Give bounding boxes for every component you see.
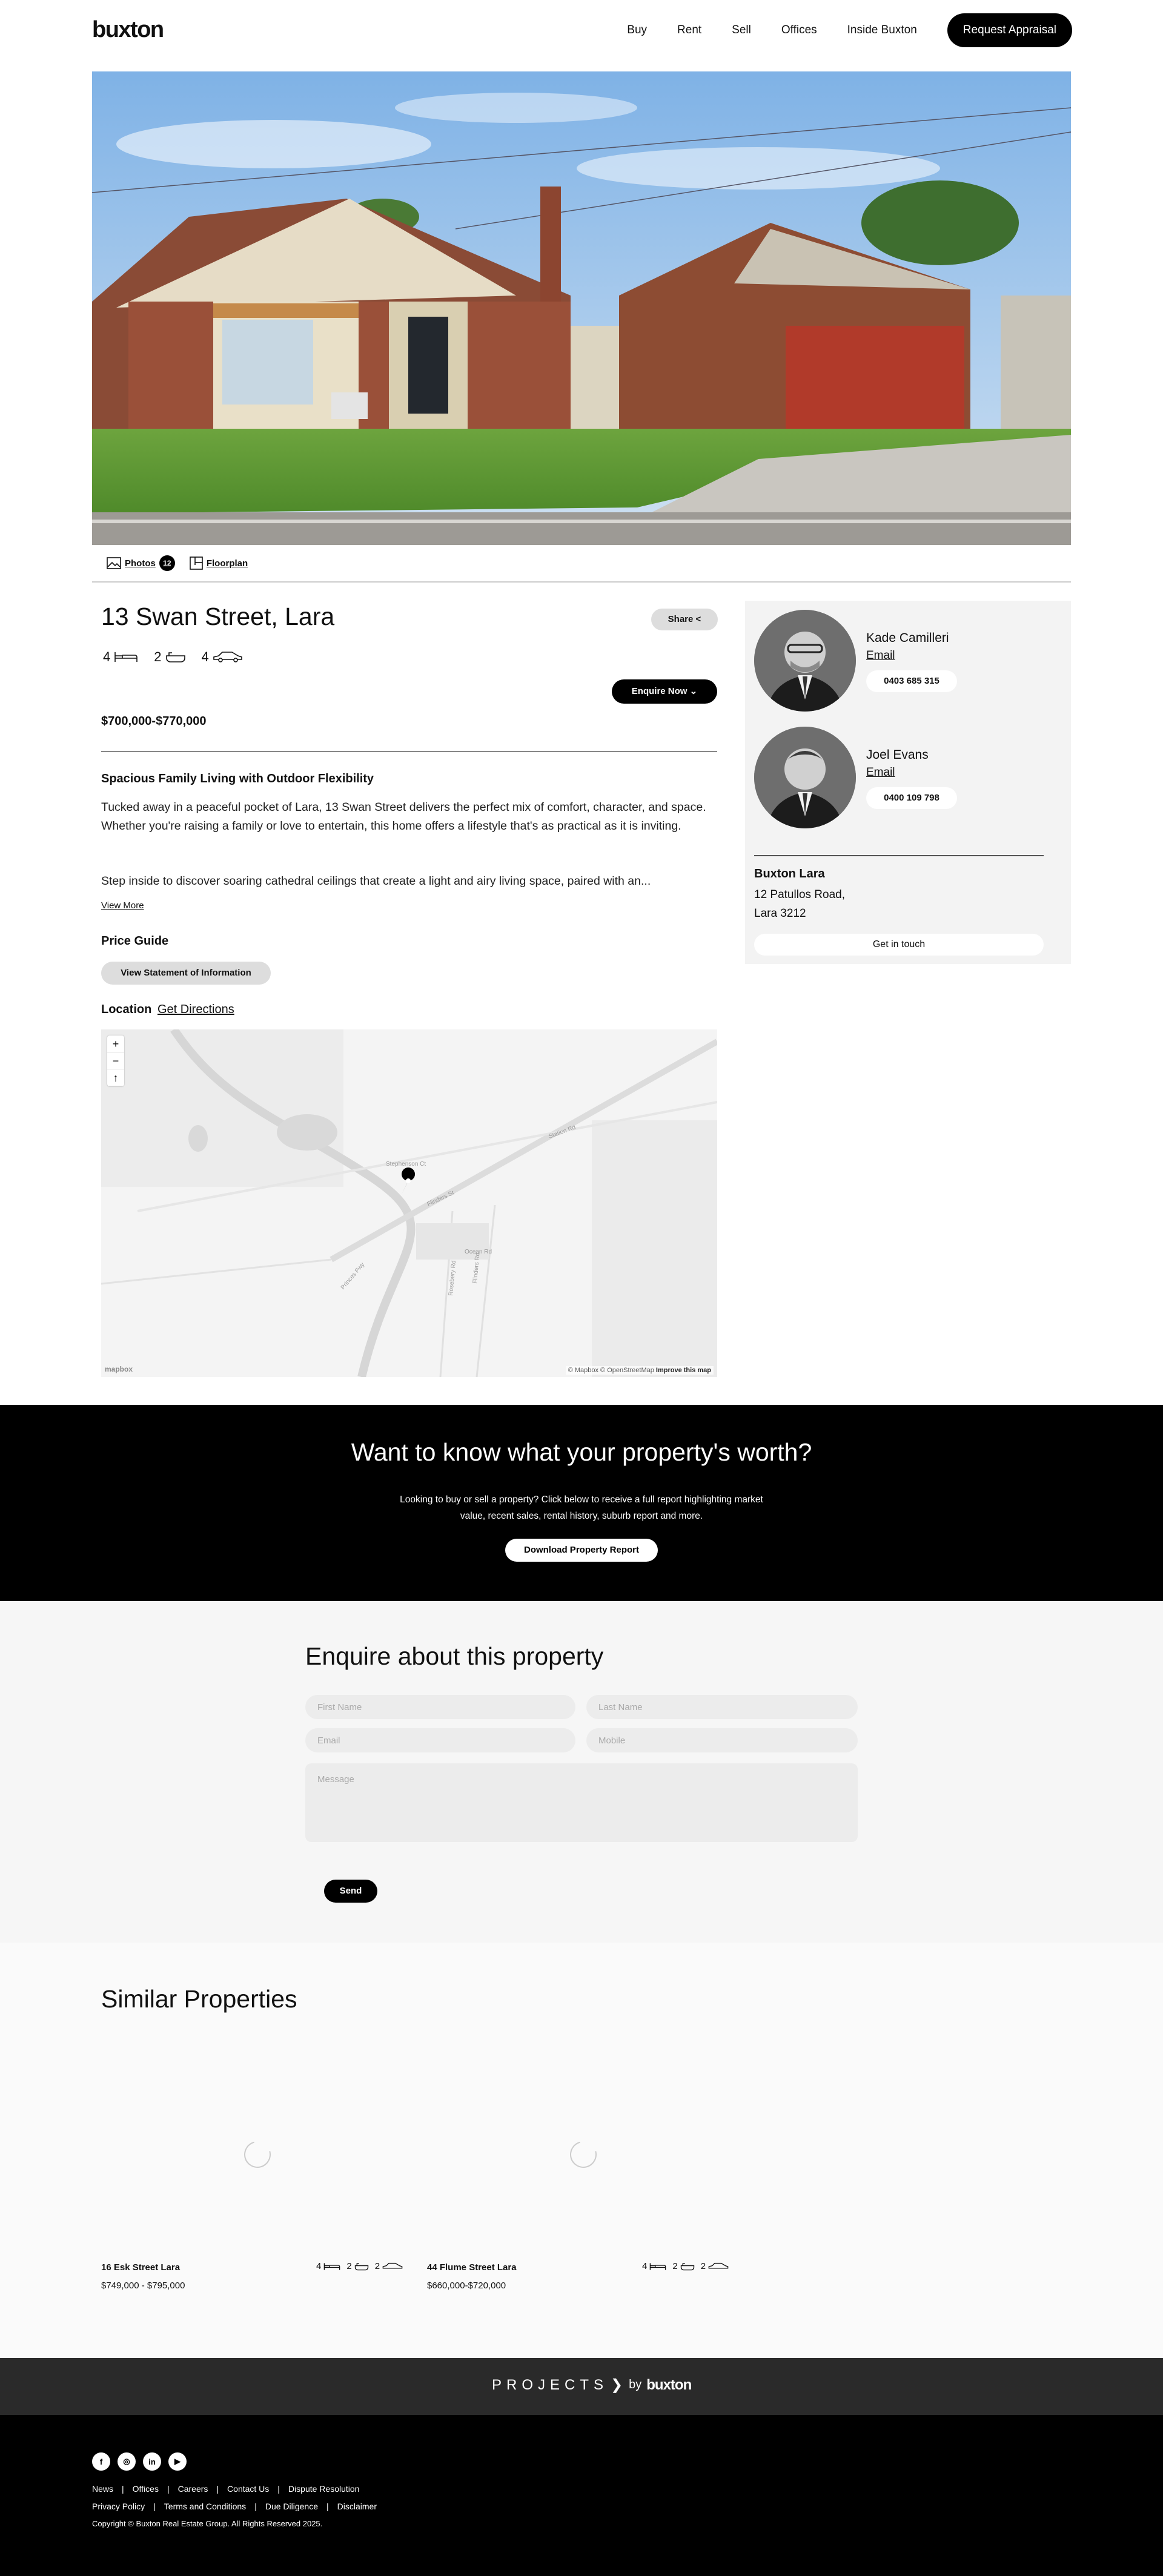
footer-link-news[interactable]: News bbox=[92, 2484, 114, 2494]
message-field[interactable] bbox=[305, 1763, 858, 1842]
house-photo-illustration bbox=[92, 71, 1071, 545]
footer-link-careers[interactable]: Careers bbox=[177, 2484, 208, 2494]
agent-email-link[interactable]: Email bbox=[866, 766, 895, 779]
car-spaces bbox=[202, 649, 243, 665]
bath-icon bbox=[165, 651, 186, 663]
agent-card bbox=[754, 727, 1057, 828]
nav-inside-buxton[interactable]: Inside Buxton bbox=[847, 24, 917, 36]
loading-spinner-icon bbox=[565, 2136, 601, 2173]
email-field[interactable] bbox=[305, 1728, 575, 1752]
property-image-placeholder[interactable] bbox=[427, 2052, 742, 2257]
footer-link-privacy[interactable]: Privacy Policy bbox=[92, 2502, 145, 2511]
bed-icon bbox=[114, 651, 138, 663]
statement-of-information-button[interactable]: View Statement of Information bbox=[101, 962, 271, 985]
office-address bbox=[754, 885, 845, 923]
map-attribution bbox=[566, 1366, 714, 1375]
site-footer bbox=[0, 2415, 1163, 2576]
request-appraisal-button[interactable]: Request Appraisal bbox=[947, 13, 1072, 47]
last-name-field[interactable] bbox=[586, 1695, 858, 1719]
projects-label: PROJECTS bbox=[492, 2376, 609, 2393]
chevron-down-icon: ⌄ bbox=[689, 686, 698, 696]
youtube-icon[interactable]: ▶ bbox=[168, 2452, 187, 2471]
similar-property-features bbox=[316, 2261, 409, 2271]
floorplan-icon bbox=[190, 556, 203, 570]
agent-name: Kade Camilleri bbox=[866, 631, 949, 645]
footer-link-dispute[interactable]: Dispute Resolution bbox=[288, 2484, 360, 2494]
map-street-label: Princes Fwy bbox=[339, 1261, 366, 1291]
bedrooms-count: 4 bbox=[103, 649, 111, 664]
bedrooms bbox=[103, 649, 138, 665]
photos-count-badge: 12 bbox=[159, 555, 175, 571]
bed-icon bbox=[649, 2262, 666, 2271]
similar-property-price: $749,000 - $795,000 bbox=[101, 2280, 185, 2291]
buxton-logo[interactable]: buxton bbox=[92, 17, 164, 42]
similar-property-address[interactable]: 16 Esk Street Lara bbox=[101, 2262, 181, 2273]
similar-properties-title: Similar Properties bbox=[101, 1985, 297, 2013]
footer-link-terms[interactable]: Terms and Conditions bbox=[164, 2502, 247, 2511]
agent-name: Joel Evans bbox=[866, 748, 929, 762]
view-more-link[interactable]: View More bbox=[101, 900, 144, 911]
mapbox-logo[interactable]: mapbox bbox=[105, 1365, 133, 1373]
projects-by: by bbox=[629, 2378, 642, 2391]
footer-link-disclaimer[interactable]: Disclaimer bbox=[337, 2502, 377, 2511]
similar-property-features bbox=[642, 2261, 735, 2271]
bedrooms-count: 4 bbox=[316, 2261, 322, 2271]
car-icon bbox=[708, 2262, 729, 2271]
agent-phone-button[interactable]: 0403 685 315 bbox=[866, 670, 957, 692]
enquiry-form-section bbox=[0, 1601, 1163, 1943]
instagram-icon[interactable]: ◎ bbox=[118, 2452, 136, 2471]
location-heading: Location bbox=[101, 1003, 152, 1016]
office-address-line: 12 Patullos Road, bbox=[754, 888, 845, 901]
linkedin-icon[interactable]: in bbox=[143, 2452, 161, 2471]
first-name-field[interactable] bbox=[305, 1695, 575, 1719]
footer-link-contact[interactable]: Contact Us bbox=[227, 2484, 270, 2494]
projects-brand: buxton bbox=[646, 2376, 692, 2393]
property-image-placeholder[interactable] bbox=[101, 2052, 416, 2257]
map-street-label: Rosebery Rd bbox=[448, 1260, 458, 1296]
map-attribution-text: © Mapbox © OpenStreetMap bbox=[568, 1367, 654, 1374]
similar-properties-section bbox=[0, 1943, 1163, 2358]
map-street-label: Flinders Rd bbox=[472, 1252, 482, 1284]
nav-offices[interactable]: Offices bbox=[781, 24, 817, 36]
download-report-button[interactable]: Download Property Report bbox=[505, 1539, 658, 1562]
worth-title: Want to know what your property's worth? bbox=[351, 1438, 812, 1466]
bath-icon bbox=[354, 2262, 369, 2271]
map-street-label: Station Rd bbox=[548, 1124, 577, 1140]
bathrooms bbox=[154, 649, 185, 665]
price-guide-heading: Price Guide bbox=[101, 934, 169, 948]
location-map[interactable] bbox=[101, 1029, 717, 1377]
main-nav bbox=[627, 13, 1072, 47]
bathrooms-count: 2 bbox=[154, 649, 162, 664]
nav-rent[interactable]: Rent bbox=[677, 24, 702, 36]
bathrooms-count: 2 bbox=[672, 2261, 678, 2271]
map-canvas bbox=[101, 1029, 717, 1377]
projects-logo bbox=[492, 2376, 691, 2394]
description-paragraph-1: Tucked away in a peaceful pocket of Lara, 13 Swan Street delivers the perfect mix of comfort, character, and space. Whether you're raising a family or love to entertain, this home offers a lifestyle that's as practical as it is inviting. bbox=[101, 801, 706, 833]
cars-count: 2 bbox=[374, 2261, 380, 2271]
hero-photo[interactable] bbox=[92, 71, 1071, 545]
compass-button[interactable]: ↑ bbox=[107, 1069, 124, 1086]
get-in-touch-button[interactable]: Get in touch bbox=[754, 934, 1044, 956]
mobile-field[interactable] bbox=[586, 1728, 858, 1752]
share-label: Share bbox=[668, 614, 694, 624]
facebook-icon[interactable]: f bbox=[92, 2452, 110, 2471]
section-divider bbox=[101, 751, 717, 752]
cars-count: 4 bbox=[201, 649, 209, 664]
map-controls bbox=[107, 1035, 124, 1086]
nav-buy[interactable]: Buy bbox=[627, 24, 648, 36]
office-divider bbox=[754, 855, 1044, 856]
property-worth-banner bbox=[0, 1405, 1163, 1601]
car-icon bbox=[213, 651, 243, 663]
property-price: $700,000-$770,000 bbox=[101, 715, 207, 728]
floorplan-label: Floorplan bbox=[206, 558, 248, 569]
cars-count: 2 bbox=[700, 2261, 706, 2271]
loading-spinner-icon bbox=[239, 2136, 276, 2173]
worth-text: Looking to buy or sell a property? Click below to receive a full report highlighting market value, recent sales, rental history, suburb report and more. bbox=[400, 1494, 763, 1521]
map-street-label: Flinders St bbox=[426, 1189, 456, 1208]
bed-icon bbox=[323, 2262, 340, 2271]
similar-property-address[interactable]: 44 Flume Street Lara bbox=[427, 2262, 517, 2273]
bath-icon bbox=[680, 2262, 695, 2271]
agent-phone-button[interactable]: 0400 109 798 bbox=[866, 787, 957, 809]
media-tabs bbox=[92, 545, 1071, 583]
enquire-now-label: Enquire Now bbox=[631, 686, 688, 696]
enquire-now-button[interactable] bbox=[612, 679, 717, 704]
nav-sell[interactable]: Sell bbox=[732, 24, 751, 36]
photos-label: Photos bbox=[125, 558, 156, 569]
chevron-right-icon: ❯ bbox=[611, 2377, 623, 2393]
social-links bbox=[92, 2452, 194, 2471]
footer-link-offices[interactable]: Offices bbox=[132, 2484, 159, 2494]
bedrooms-count: 4 bbox=[642, 2261, 648, 2271]
photos-tab[interactable] bbox=[107, 555, 175, 571]
footer-link-due-diligence[interactable]: Due Diligence bbox=[265, 2502, 318, 2511]
footer-links-row: News | Offices | Careers | Contact Us | Dispute Resolution bbox=[92, 2484, 360, 2494]
projects-banner[interactable] bbox=[0, 2358, 1163, 2415]
property-address: 13 Swan Street, Lara bbox=[101, 603, 335, 630]
car-icon bbox=[382, 2262, 403, 2271]
floorplan-tab[interactable] bbox=[190, 556, 248, 570]
property-features bbox=[103, 649, 259, 665]
get-directions-link[interactable]: Get Directions bbox=[157, 1003, 234, 1016]
agent-avatar bbox=[754, 610, 856, 712]
copyright-text: Copyright © Buxton Real Estate Group. All Rights Reserved 2025. bbox=[92, 2519, 323, 2528]
map-street-label: Stephenson Ct bbox=[386, 1161, 426, 1167]
agents-panel bbox=[745, 601, 1071, 964]
listing-headline: Spacious Family Living with Outdoor Flexibility bbox=[101, 772, 374, 785]
image-icon bbox=[107, 557, 121, 569]
zoom-in-button[interactable]: + bbox=[107, 1035, 124, 1052]
bathrooms-count: 2 bbox=[346, 2261, 352, 2271]
agent-email-link[interactable]: Email bbox=[866, 649, 895, 662]
agent-avatar bbox=[754, 727, 856, 828]
share-button[interactable] bbox=[651, 609, 718, 630]
map-street-label: Ocean Rd bbox=[465, 1249, 492, 1255]
send-button[interactable]: Send bbox=[324, 1880, 377, 1903]
improve-map-link[interactable]: Improve this map bbox=[655, 1367, 711, 1374]
similar-property-price: $660,000-$720,000 bbox=[427, 2280, 506, 2291]
office-name: Buxton Lara bbox=[754, 867, 825, 880]
zoom-out-button[interactable]: − bbox=[107, 1052, 124, 1069]
enquiry-form-title: Enquire about this property bbox=[305, 1642, 604, 1670]
office-address-line: Lara 3212 bbox=[754, 907, 806, 920]
agent-card bbox=[754, 610, 1057, 712]
site-header bbox=[0, 0, 1163, 58]
footer-links-row: Privacy Policy | Terms and Conditions | Due Diligence | Disclaimer bbox=[92, 2502, 377, 2511]
share-icon: < bbox=[695, 614, 701, 624]
description-paragraph-2: Step inside to discover soaring cathedral ceilings that create a light and airy living space, paired with an... bbox=[101, 874, 651, 888]
